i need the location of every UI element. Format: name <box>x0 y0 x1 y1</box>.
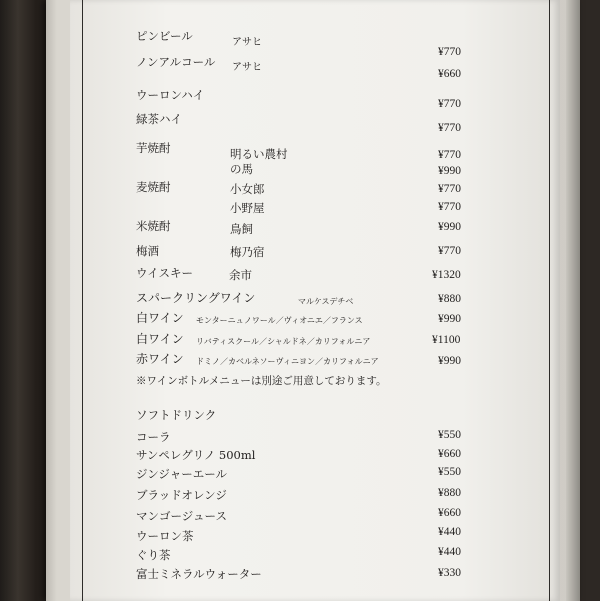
item-price: ¥550 <box>438 466 461 478</box>
item-price: ¥880 <box>438 487 461 499</box>
item-brand: 小野屋 <box>230 201 265 215</box>
item-brand: リバティスクール／シャルドネ／カリフォルニア <box>196 337 371 346</box>
sleeve-edge <box>566 0 580 601</box>
item-price: ¥990 <box>438 165 461 177</box>
item-brand: 明るい農村 <box>230 147 288 161</box>
item-price: ¥1320 <box>432 269 461 281</box>
item-name: ウーロンハイ <box>136 88 205 102</box>
item-name: ウイスキー <box>136 266 194 280</box>
item-brand: アサヒ <box>232 62 262 73</box>
item-price: ¥660 <box>438 507 461 519</box>
item-price: ¥660 <box>438 68 461 80</box>
item-brand: マルケスデチベ <box>298 297 354 306</box>
item-name: 芋焼酎 <box>136 141 171 155</box>
item-price: ¥660 <box>438 448 461 460</box>
item-price: ¥990 <box>438 355 461 367</box>
item-name: ブラッドオレンジ <box>136 488 227 502</box>
item-name: 梅酒 <box>136 244 159 258</box>
item-name: コーラ <box>136 430 171 444</box>
item-name: ウーロン茶 <box>136 529 194 543</box>
item-name: サンペレグリノ 500ml <box>136 448 256 462</box>
item-brand: 梅乃宿 <box>230 245 265 259</box>
item-price: ¥770 <box>438 201 461 213</box>
item-price: ¥770 <box>438 183 461 195</box>
item-name: ぐり茶 <box>136 548 171 562</box>
item-name: 白ワイン <box>136 311 184 325</box>
item-price: ¥770 <box>438 245 461 257</box>
item-name: 麦焼酎 <box>136 180 171 194</box>
section-heading: ソフトドリンク <box>136 408 217 422</box>
item-name: ジンジャーエール <box>136 467 227 481</box>
item-price: ¥880 <box>438 293 461 305</box>
item-price: ¥330 <box>438 567 461 579</box>
item-name: ピンビール <box>136 29 193 43</box>
item-name: ノンアルコール <box>136 55 216 69</box>
item-price: ¥440 <box>438 526 461 538</box>
item-name: 米焼酎 <box>136 219 171 233</box>
item-brand: ドミノ／カベルネソーヴィニヨン／カリフォルニア <box>196 357 379 366</box>
wine-note: ※ワインボトルメニューは別途ご用意しております。 <box>136 375 387 387</box>
item-name: 白ワイン <box>136 332 184 346</box>
item-price: ¥550 <box>438 429 461 441</box>
item-brand: 余市 <box>229 268 252 282</box>
item-name: 緑茶ハイ <box>136 112 182 126</box>
item-price: ¥770 <box>438 122 461 134</box>
item-brand: の馬 <box>230 162 253 176</box>
item-price: ¥1100 <box>432 334 461 346</box>
item-price: ¥770 <box>438 149 461 161</box>
item-name: 富士ミネラルウォーター <box>136 567 262 581</box>
item-brand: 鳥飼 <box>230 222 253 236</box>
item-name: マンゴージュース <box>136 509 227 523</box>
item-name: スパークリングワイン <box>136 291 256 305</box>
item-brand: アサヒ <box>232 37 262 48</box>
item-price: ¥770 <box>438 46 461 58</box>
item-price: ¥770 <box>438 98 461 110</box>
item-price: ¥990 <box>438 313 461 325</box>
item-brand: 小女郎 <box>230 182 265 196</box>
item-price: ¥990 <box>438 221 461 233</box>
item-brand: モンターニュノワール／ヴィオニエ／フランス <box>196 316 363 325</box>
item-name: 赤ワイン <box>136 352 184 366</box>
item-price: ¥440 <box>438 546 461 558</box>
